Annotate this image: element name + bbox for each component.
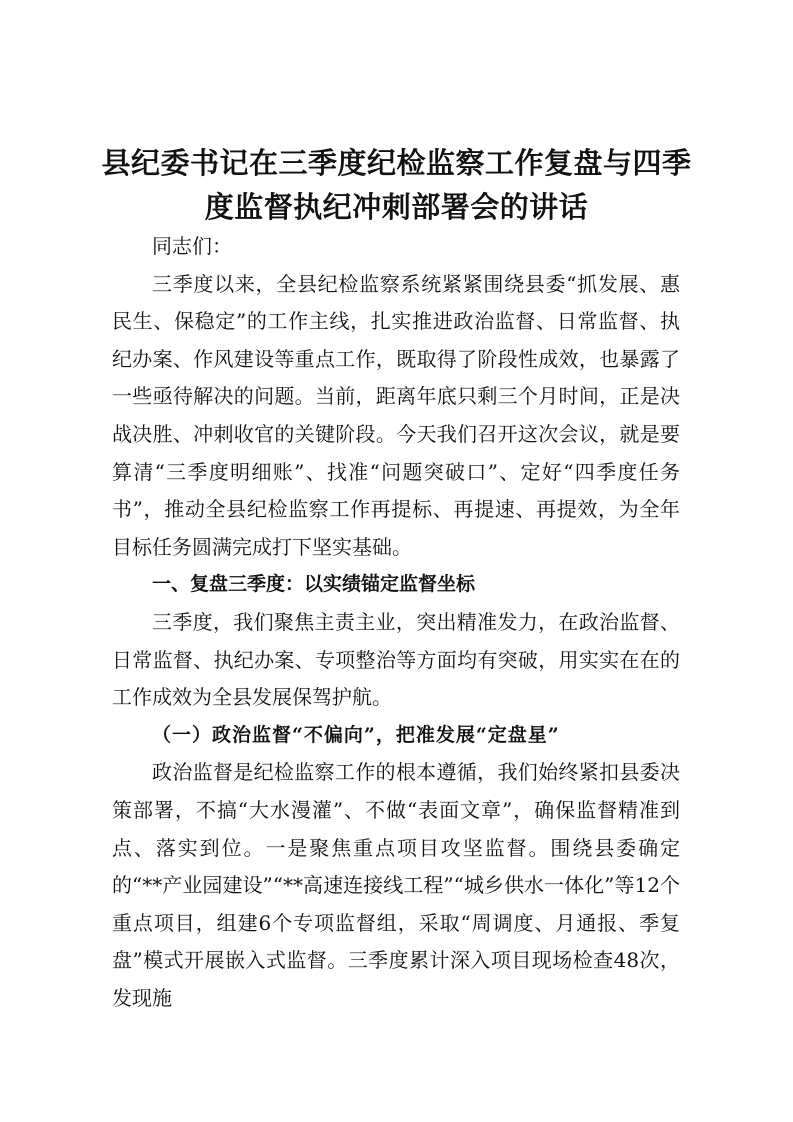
salutation: 同志们：	[152, 234, 232, 258]
document-title: 县纪委书记在三季度纪检监察工作复盘与四季度监督执纪冲刺部署会的讲话	[101, 146, 692, 224]
paragraph-intro: 三季度以来，全县纪检监察系统紧紧围绕县委“抓发展、惠民生、保稳定”的工作主线，扎实推进政治监督、日常监督、执纪办案、作风建设等重点工作，既取得了阶段性成效，也暴露了一些亟待解决的问题。当前，距离年底只剩三个月时间，正是决战决胜、冲刺收官的关键阶段。今天我们召开这次会议，就是要算清“三季度明细账”、找准“问题突破口”、定好“四季度任务书”，推动全县纪检监察工作再提标、再提速、再提效，为全年目标任务圆满完成打下坚实基础。	[112, 271, 680, 559]
section-heading-1: 一、复盘三季度：以实绩锚定监督坐标	[152, 573, 476, 596]
paragraph-subsection-1-1: 政治监督是纪检监察工作的根本遵循，我们始终紧扣县委决策部署，不搞“大水漫灌”、不做“表面文章”，确保监督精准到点、落实到位。一是聚焦重点项目攻坚监督。围绕县委确定的“**产业园建设”“**高速连接线工程”“城乡供水一体化”等12个重点项目，组建6个专项监督组，采取“周调度、月通报、季复盘”模式开展嵌入式监督。三季度累计深入项目现场检查48次，发现施	[112, 760, 680, 1010]
subsection-heading-1-1: （一）政治监督“不偏向”，把准发展“定盘星”	[152, 723, 560, 746]
document-body	[112, 228, 680, 1017]
paragraph-section-1: 三季度，我们聚焦主责主业，突出精准发力，在政治监督、日常监督、执纪办案、专项整治等方面均有突破，用实实在在的工作成效为全县发展保驾护航。	[112, 609, 680, 710]
